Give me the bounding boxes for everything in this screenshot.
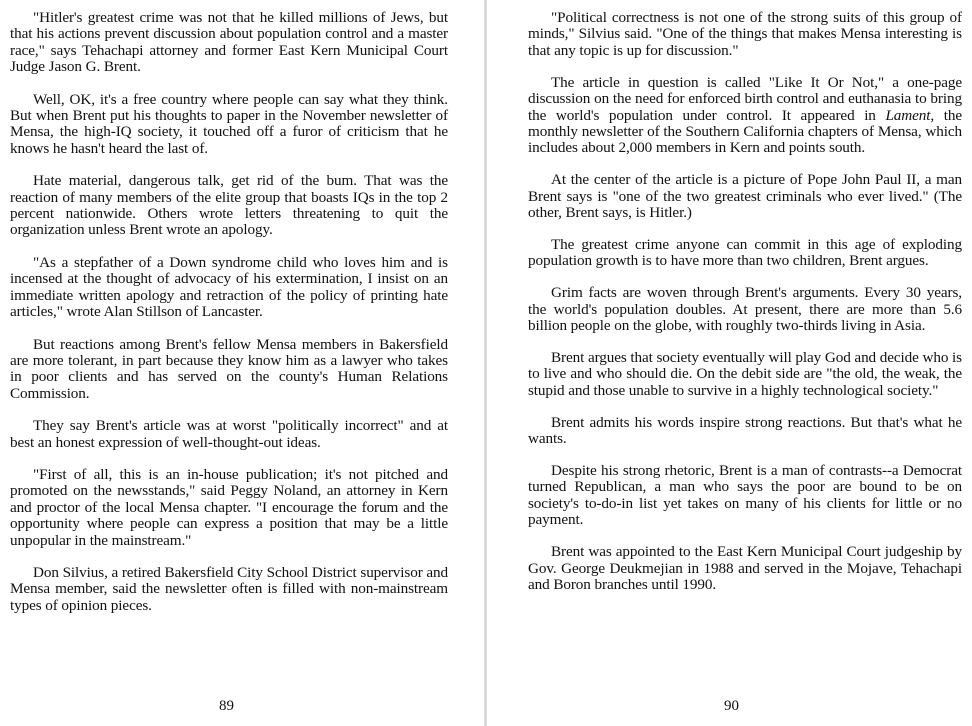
paragraph: But reactions among Brent's fellow Mensa members in Bakersfield are more tolerant, in part because they know him as a lawyer who takes in poor clients and has served on the county's Human Relations Commission. bbox=[10, 335, 448, 402]
paragraph: Brent argues that society eventually will play God and decide who is to live and who should die. On the debit side are "the old, the weak, the stupid and those unable to survive in a highly technological society." bbox=[528, 349, 962, 399]
paragraph: "First of all, this is an in-house publication; it's not pitched and promoted on the newsstands," said Peggy Noland, an attorney in Kern and proctor of the local Mensa chapter. "I encourage the forum and the opportunity where people can express a position that may be a little unpopular in the mainstream." bbox=[10, 465, 448, 549]
paragraph: Grim facts are woven through Brent's arguments. Every 30 years, the world's population doubles. At present, there are more than 5.6 billion people on the globe, with roughly two-thirds living in Asia. bbox=[528, 284, 962, 335]
paragraph-text: The article in question is called "Like It Or Not," a one-page discussion on the need for enforced birth control and euthanasia to bring the world's population under control. It appeared in bbox=[528, 73, 962, 124]
paragraph: "Hitler's greatest crime was not that he killed millions of Jews, but that his actions prevent discussion about population control and a master race," says Tehachapi attorney and former East Kern Municipal Court Judge Jason G. Brent. bbox=[10, 9, 448, 76]
newsletter-title: Lament bbox=[885, 106, 931, 124]
book-gutter bbox=[484, 0, 487, 726]
right-page bbox=[490, 0, 972, 726]
paragraph: Brent was appointed to the East Kern Municipal Court judgeship by Gov. George Deukmejian in 1988 and served in the Mojave, Tehachapi and Boron branches until 1990. bbox=[528, 543, 962, 593]
paragraph: At the center of the article is a picture of Pope John Paul II, a man Brent says is "one of the two greatest criminals who ever lived." (The other, Brent says, is Hitler.) bbox=[528, 171, 962, 222]
page-number-right: 90 bbox=[724, 698, 739, 714]
paragraph: "Political correctness is not one of the strong suits of this group of minds," Silvius said. "One of the things that makes Mensa interesting is that any topic is up for discussion." bbox=[528, 9, 962, 59]
paragraph-with-italic bbox=[528, 75, 962, 157]
paragraph: Well, OK, it's a free country where people can say what they think. But when Brent put his thoughts to paper in the November newsletter of Mensa, the high-IQ society, it touched off a furor of criticism that he knows he hasn't heard the last of. bbox=[10, 90, 448, 157]
paragraph: Despite his strong rhetoric, Brent is a man of contrasts--a Democrat turned Republican, a man who says the poor are bound to be on society's to-do-in list yet takes on many of his clients for little or no payment. bbox=[528, 462, 962, 529]
left-page bbox=[0, 0, 482, 726]
paragraph: They say Brent's article was at worst "politically incorrect" and at best an honest expression of well-thought-out ideas. bbox=[10, 417, 448, 451]
paragraph: Hate material, dangerous talk, get rid of the bum. That was the reaction of many members of the elite group that boasts IQs in the top 2 percent nationwide. Others wrote letters threatening to quit the organization unless Brent wrote an apology. bbox=[10, 172, 448, 239]
paragraph: The greatest crime anyone can commit in this age of exploding population growth is to have more than two children, Brent argues. bbox=[528, 235, 962, 270]
paragraph: Brent admits his words inspire strong reactions. But that's what he wants. bbox=[528, 413, 962, 448]
paragraph-text: , the monthly newsletter of the Southern California chapters of Mensa, which includes about 2,000 members in Kern and points south. bbox=[528, 106, 962, 157]
page-number-left: 89 bbox=[219, 698, 234, 714]
paragraph: "As a stepfather of a Down syndrome child who loves him and is incensed at the thought of advocacy of his extermination, I insist on an immediate written apology and retraction of the policy of printing hate articles," wrote Alan Stillson of Lancaster. bbox=[10, 253, 448, 321]
paragraph: Don Silvius, a retired Bakersfield City School District supervisor and Mensa member, said the newsletter often is filled with non-mainstream types of opinion pieces. bbox=[10, 563, 448, 614]
